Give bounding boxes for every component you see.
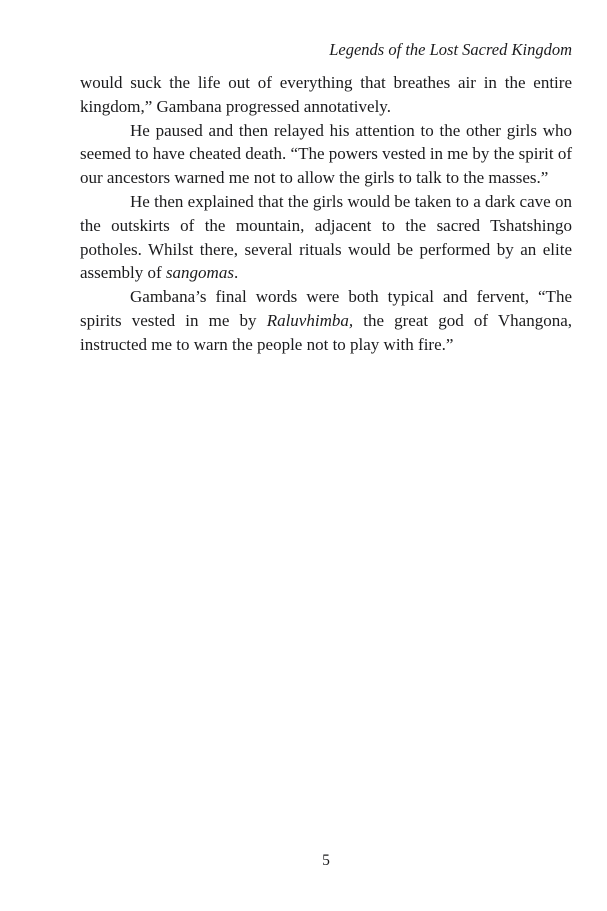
text-run: . bbox=[233, 263, 239, 283]
italic-run: sangomas bbox=[165, 263, 234, 283]
running-header: Legends of the Lost Sacred Kingdom bbox=[329, 40, 572, 59]
text-run: He then explained that the girls would be taken to a dark cave on the outskirts of the mountain, adjacent to the sacred Tshatshingo potholes. Whilst there, several rituals would be performed by an elite assembly of bbox=[80, 191, 572, 283]
text-run: Gambana’s final words were both typical and fervent, “The spirits vested in me by bbox=[80, 287, 572, 330]
text-run: the great god of Vhangona, instructed me to warn the people not to play with fire.” bbox=[80, 310, 573, 354]
page-number: 5 bbox=[322, 852, 330, 869]
paragraph bbox=[80, 119, 572, 190]
text-run: He paused and then relayed his attention to the other girls who seemed to have cheated death. “The powers vested in me by the spirit of our ancestors warned me not to allow the girls to talk to the masses.” bbox=[80, 120, 572, 188]
body-text bbox=[80, 71, 572, 357]
italic-run: Raluvhimba, bbox=[266, 310, 354, 330]
text-run: would suck the life out of everything that breathes air in the entire kingdom,” Gambana progressed annotatively. bbox=[80, 73, 572, 116]
paragraph bbox=[80, 285, 572, 356]
paragraph bbox=[80, 190, 572, 285]
paragraph bbox=[80, 71, 572, 119]
